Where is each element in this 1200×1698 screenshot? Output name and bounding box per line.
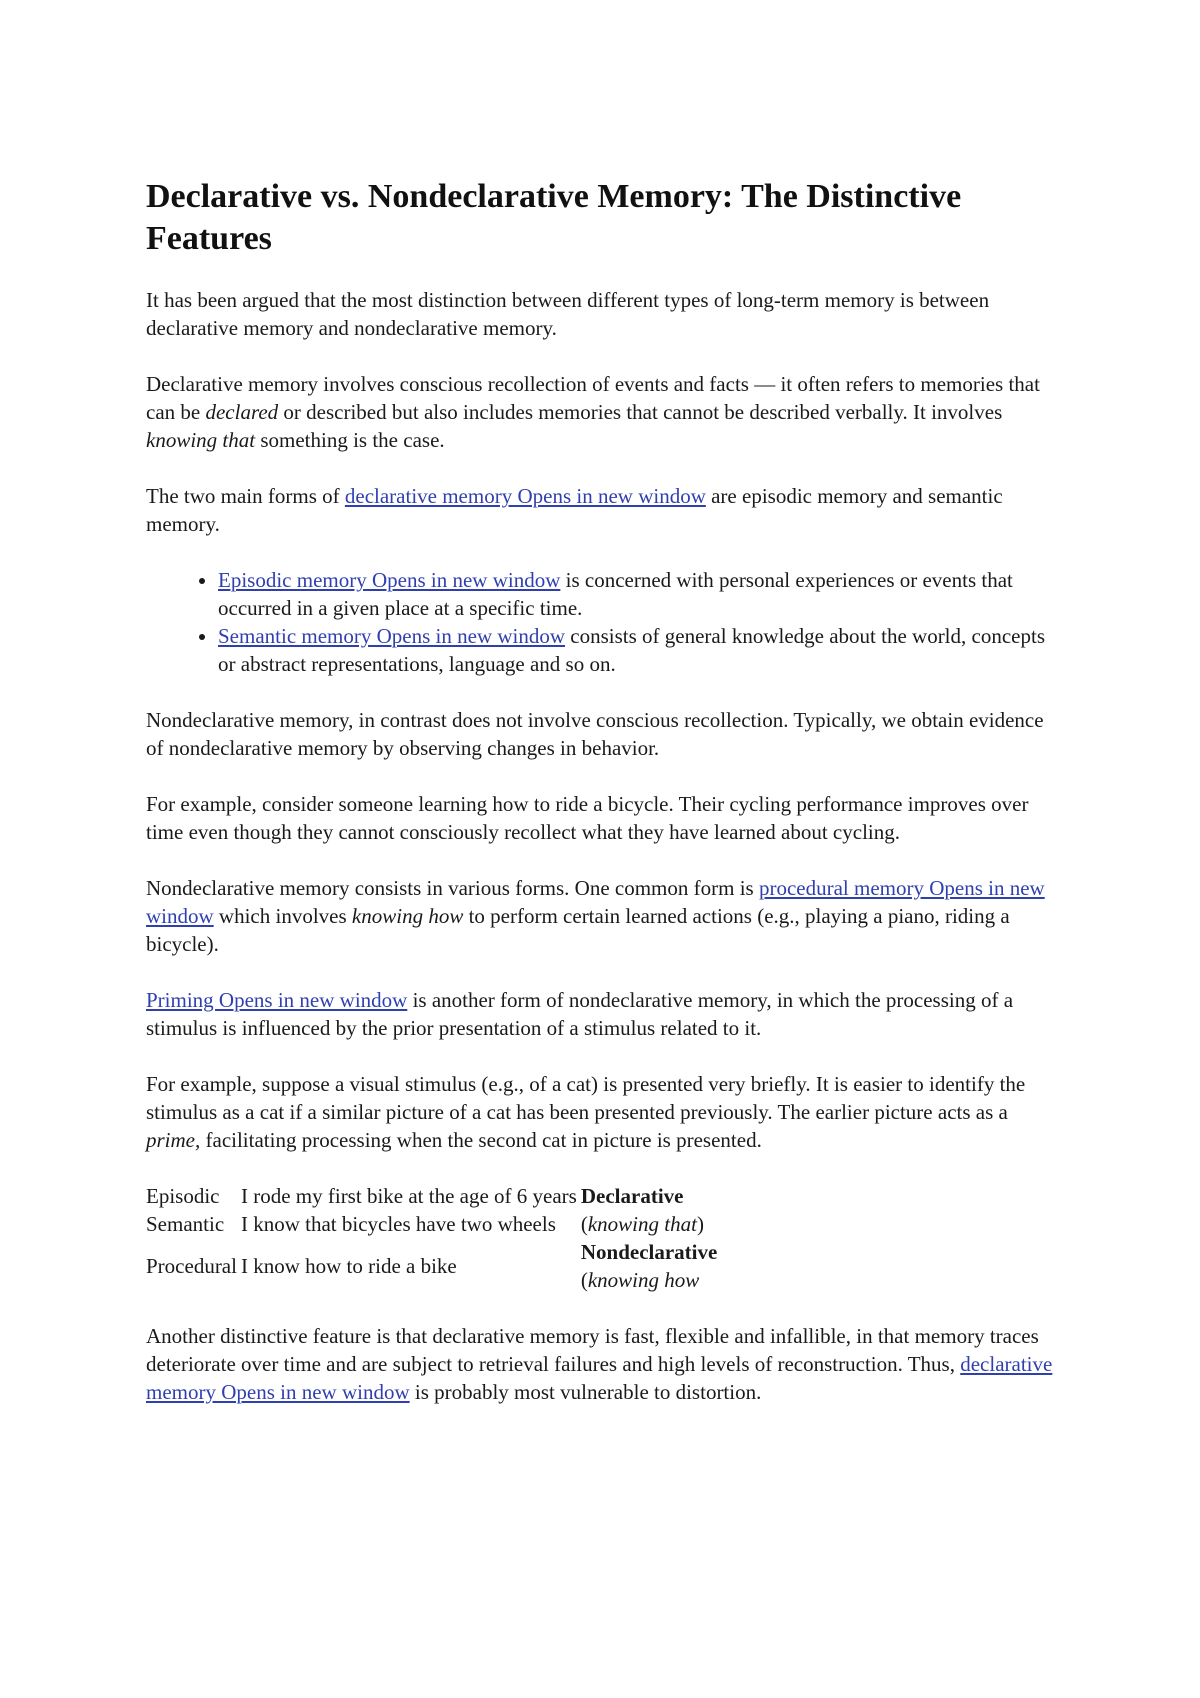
- text-run: which involves: [213, 904, 352, 928]
- text-run: Nondeclarative memory consists in various forms. One common form is: [146, 876, 759, 900]
- text-run: is probably most vulnerable to distortion.: [409, 1380, 762, 1404]
- text-run: Another distinctive feature is that declarative memory is fast, flexible and infallible, in that memory traces deteriorate over time and are subject to retrieval failures and high levels of reconstruction. Thus,: [146, 1324, 1039, 1376]
- priming-link[interactable]: Priming Opens in new window: [146, 988, 408, 1012]
- intro-paragraph: It has been argued that the most distinction between different types of long-term memory is between declarative memory and nondeclarative memory.: [146, 288, 990, 340]
- emphasis-knowing-that: knowing that: [587, 1212, 697, 1236]
- memory-example-cell: I rode my first bike at the age of 6 years: [240, 1184, 577, 1208]
- text-run: ): [696, 1212, 704, 1236]
- memory-example-cell: I know how to ride a bike: [240, 1254, 457, 1278]
- text-run: is another form of nondeclarative memory, in which the processing of a stimulus is influenced by the prior presentation of a stimulus related to it.: [146, 988, 1014, 1040]
- procedural-paragraph: [146, 874, 1066, 958]
- memory-type-cell: Semantic: [146, 1212, 225, 1236]
- declarative-memory-link[interactable]: declarative memory Opens in new window: [344, 484, 706, 508]
- emphasis-knowing-that: knowing that: [146, 428, 256, 452]
- text-run: For example, suppose a visual stimulus (e.g., of a cat) is presented very briefly. It is easier to identify the stimulus as a cat if a similar picture of a cat has been presented previously. The earlier picture acts as a: [146, 1072, 1026, 1124]
- text-run: (: [580, 1268, 588, 1292]
- memory-example-cell: I know that bicycles have two wheels: [240, 1212, 556, 1236]
- nondeclarative-cell: [581, 1238, 721, 1294]
- text-run: to perform certain learned actions (e.g., playing a piano, riding a bicycle).: [146, 904, 1010, 956]
- priming-paragraph: [146, 986, 1066, 1042]
- text-run: are episodic memory and semantic memory.: [146, 484, 1003, 536]
- table-row: [146, 1182, 721, 1210]
- emphasis-knowing-how: knowing how: [351, 904, 464, 928]
- text-run: facilitating processing when the second cat in picture is presented.: [200, 1128, 762, 1152]
- procedural-memory-link[interactable]: procedural memory Opens in new window: [146, 876, 1045, 928]
- declarative-memory-link[interactable]: declarative memory Opens in new window: [146, 1352, 1053, 1404]
- nondeclarative-label: Nondeclarative: [580, 1240, 718, 1264]
- emphasis-knowing-how: knowing how: [587, 1268, 700, 1292]
- list-item: [218, 566, 1066, 622]
- memory-forms-list: [146, 566, 1066, 678]
- declarative-label: Declarative: [580, 1184, 684, 1208]
- table-row: [146, 1238, 721, 1294]
- vulnerability-paragraph: [146, 1322, 1066, 1406]
- cat-example-paragraph: [146, 1070, 1066, 1154]
- emphasis-declared: declared: [205, 400, 279, 424]
- declarative-definition-paragraph: [146, 370, 1066, 454]
- text-run: The two main forms of: [146, 484, 345, 508]
- text-run: is concerned with personal experiences or events that occurred in a given place at a specific time.: [218, 568, 1013, 620]
- nondeclarative-sublabel: [581, 1266, 717, 1294]
- memory-type-cell: Episodic: [146, 1184, 220, 1208]
- text-run: something is the case.: [255, 428, 445, 452]
- forms-paragraph: [146, 482, 1066, 538]
- emphasis-prime: prime,: [146, 1128, 201, 1152]
- document-page: [146, 170, 1066, 1434]
- memory-type-cell: Procedural: [146, 1254, 237, 1278]
- table-row: [146, 1210, 721, 1238]
- text-run: (: [580, 1212, 588, 1236]
- memory-types-table: [146, 1182, 721, 1294]
- semantic-memory-link[interactable]: Semantic memory Opens in new window: [218, 624, 566, 648]
- page-title: Declarative vs. Nondeclarative Memory: The Distinctive Features: [146, 178, 962, 257]
- list-item: [218, 622, 1066, 678]
- text-run: or described but also includes memories that cannot be described verbally. It involves: [278, 400, 1003, 424]
- declarative-sublabel: [581, 1210, 721, 1238]
- nondeclarative-paragraph: Nondeclarative memory, in contrast does not involve conscious recollection. Typically, we obtain evidence of nondeclarative memory by observing changes in behavior.: [146, 708, 1044, 760]
- episodic-memory-link[interactable]: Episodic memory Opens in new window: [218, 568, 561, 592]
- text-run: consists of general knowledge about the world, concepts or abstract representations, language and so on.: [218, 624, 1045, 676]
- bicycle-example-paragraph: For example, consider someone learning how to ride a bicycle. Their cycling performance improves over time even though they cannot consciously recollect what they have learned about cycling.: [146, 792, 1029, 844]
- text-run: Declarative memory involves conscious recollection of events and facts — it often refers to memories that can be: [146, 372, 1040, 424]
